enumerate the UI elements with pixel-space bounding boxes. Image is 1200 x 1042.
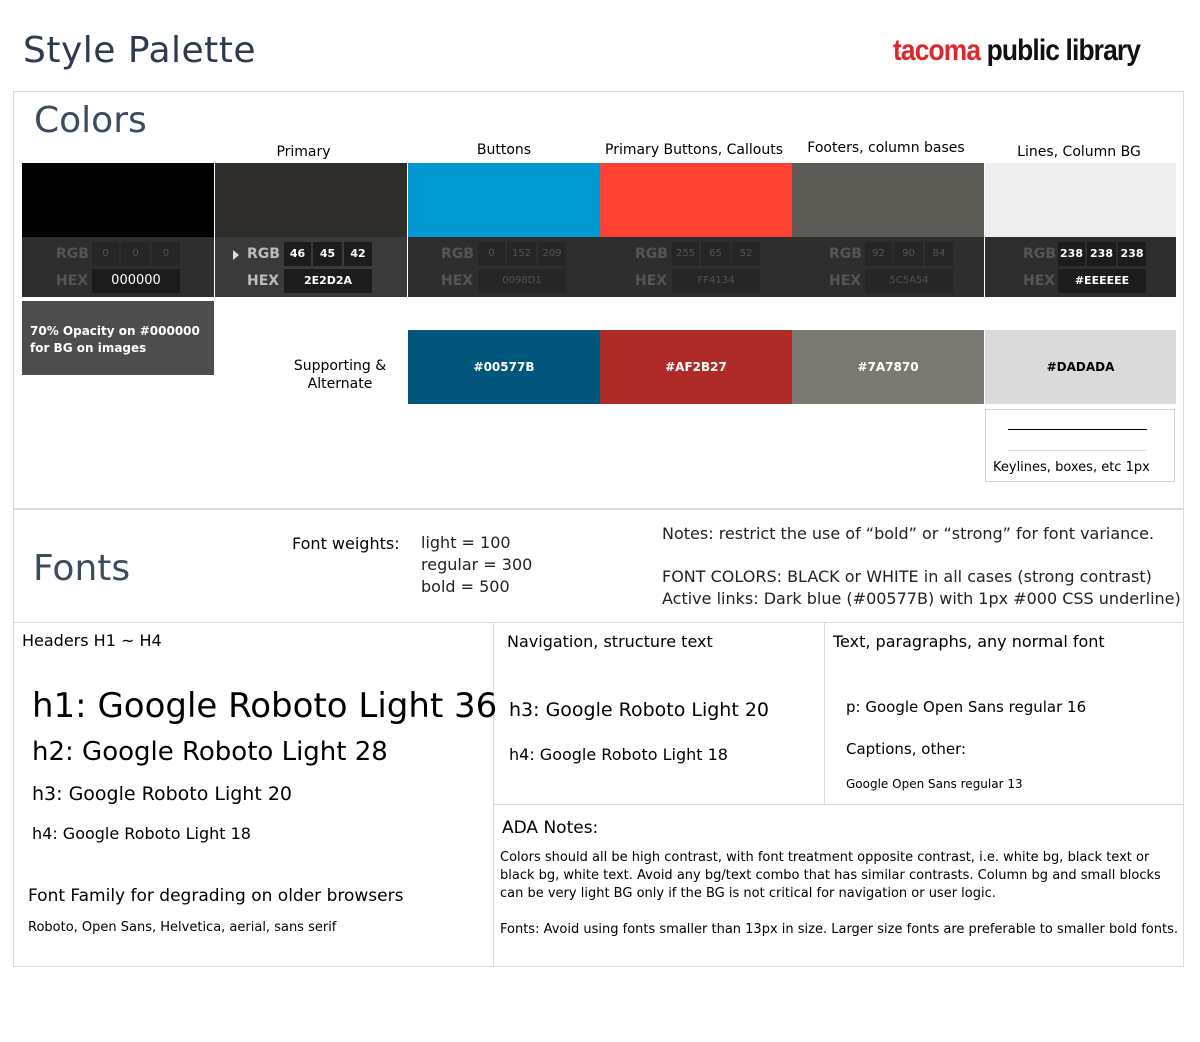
font-notes-colors: FONT COLORS: BLACK or WHITE in all cases (strong contrast) <box>662 567 1152 586</box>
hex-value: FF4134 <box>672 269 760 293</box>
supporting-label-line1: Supporting & <box>293 358 387 374</box>
ada-title: ADA Notes: <box>502 818 599 838</box>
sample-h1: h1: Google Roboto Light 36 <box>32 686 498 726</box>
color-label-buttons: Buttons <box>476 142 532 158</box>
nav-sample-h3: h3: Google Roboto Light 20 <box>509 699 770 721</box>
font-weight-bold: bold = 500 <box>421 577 510 596</box>
keyline-dark <box>1008 429 1147 430</box>
swatch-primary-buttons <box>600 163 792 237</box>
rgb-r: 0 <box>92 242 119 266</box>
rgb-g: 65 <box>701 242 730 266</box>
rgb-label: RGB <box>441 246 474 262</box>
rgb-b: 238 <box>1118 242 1146 266</box>
rgb-b: 0 <box>152 242 180 266</box>
hex-label: HEX <box>1023 273 1056 289</box>
sample-h4: h4: Google Roboto Light 18 <box>32 824 251 843</box>
keylines-label: Keylines, boxes, etc 1px <box>993 460 1150 475</box>
rgb-label: RGB <box>829 246 862 262</box>
supporting-label-line2: Alternate <box>307 376 373 392</box>
alt-swatch-warm-gray: #7A7870 <box>792 330 984 404</box>
font-notes-restrict: Notes: restrict the use of “bold” or “strong” for font variance. <box>662 524 1155 543</box>
font-notes-links: Active links: Dark blue (#00577B) with 1px #000 CSS underline) <box>662 589 1181 608</box>
hex-label: HEX <box>56 273 89 289</box>
rgb-g: 0 <box>121 242 150 266</box>
hex-label: HEX <box>829 273 862 289</box>
colors-title: Colors <box>34 100 147 141</box>
hex-label: HEX <box>441 273 474 289</box>
hex-value: 2E2D2A <box>284 269 372 293</box>
rgb-label: RGB <box>56 246 89 262</box>
rgb-g: 90 <box>894 242 923 266</box>
swatch-lines <box>985 163 1176 237</box>
color-values-footers <box>792 237 984 297</box>
hex-value: 000000 <box>92 269 180 293</box>
keylines-box <box>985 409 1175 482</box>
sample-h2: h2: Google Roboto Light 28 <box>32 737 388 767</box>
alt-swatch-dark-red: #AF2B27 <box>600 330 792 404</box>
font-family-title: Font Family for degrading on older browsers <box>28 886 404 906</box>
color-values-lines <box>985 237 1176 297</box>
color-label-primary-buttons: Primary Buttons, Callouts <box>605 142 783 158</box>
ada-fonts-note: Fonts: Avoid using fonts smaller than 13px in size. Larger size fonts are preferable to smaller bold fonts. <box>500 922 1178 937</box>
rgb-g: 45 <box>313 242 342 266</box>
opacity-note-line1: 70% Opacity on #000000 <box>30 324 200 338</box>
hex-label: HEX <box>635 273 668 289</box>
rgb-r: 255 <box>672 242 699 266</box>
page-title: Style Palette <box>23 30 257 71</box>
alt-swatch-light-gray: #DADADA <box>985 330 1176 404</box>
logo-word-tacoma: tacoma <box>893 34 981 67</box>
font-weight-regular: regular = 300 <box>421 555 533 574</box>
rgb-r: 92 <box>865 242 892 266</box>
expand-arrow-icon[interactable] <box>233 250 239 260</box>
logo-word-public-library: public library <box>986 34 1141 67</box>
color-values-buttons <box>408 237 600 297</box>
color-label-primary: Primary <box>276 144 331 160</box>
color-label-lines: Lines, Column BG <box>1017 144 1141 160</box>
color-values-primary-buttons <box>600 237 792 297</box>
rgb-g: 238 <box>1087 242 1116 266</box>
rgb-r: 238 <box>1058 242 1085 266</box>
sample-h3: h3: Google Roboto Light 20 <box>32 783 293 805</box>
paragraph-sample: p: Google Open Sans regular 16 <box>846 698 1087 716</box>
rgb-r: 0 <box>478 242 505 266</box>
rgb-label: RGB <box>247 246 280 262</box>
opacity-note-line2: for BG on images <box>30 341 147 355</box>
rgb-b: 209 <box>538 242 566 266</box>
hex-value: #EEEEEE <box>1058 269 1146 293</box>
swatch-footers <box>792 163 984 237</box>
opacity-note-box <box>22 301 214 375</box>
ada-colors-note: Colors should all be high contrast, with font treatment opposite contrast, i.e. white bg, black text or black bg, white text. Avoid any bg/text combo that has similar contrasts. Column bg and small blocks can be very light BG only if the BG is not critical for navigation or user logic. <box>500 850 1161 901</box>
rgb-b: 84 <box>925 242 953 266</box>
color-label-footers: Footers, column bases <box>807 140 965 156</box>
swatch-buttons <box>408 163 600 237</box>
rgb-b: 42 <box>344 242 372 266</box>
captions-label: Captions, other: <box>846 740 967 758</box>
color-values-primary <box>215 237 407 297</box>
rgb-label: RGB <box>1023 246 1056 262</box>
hex-value: 0098D1 <box>478 269 566 293</box>
rgb-label: RGB <box>635 246 668 262</box>
color-values-black <box>22 237 214 297</box>
library-logo <box>893 34 1140 68</box>
font-weights-label: Font weights: <box>292 534 400 553</box>
hex-value: 5C5A54 <box>865 269 953 293</box>
alt-swatch-dark-blue: #00577B <box>408 330 600 404</box>
rgb-b: 52 <box>732 242 760 266</box>
nav-sample-h4: h4: Google Roboto Light 18 <box>509 745 728 764</box>
hex-label: HEX <box>247 273 280 289</box>
paragraphs-title: Text, paragraphs, any normal font <box>833 632 1105 651</box>
rgb-g: 152 <box>507 242 536 266</box>
navigation-title: Navigation, structure text <box>507 632 713 651</box>
swatch-black <box>22 163 214 237</box>
swatch-primary <box>215 163 407 237</box>
fonts-title: Fonts <box>33 548 131 589</box>
font-family-list: Roboto, Open Sans, Helvetica, aerial, sans serif <box>28 920 337 935</box>
font-weight-light: light = 100 <box>421 533 511 552</box>
rgb-r: 46 <box>284 242 311 266</box>
headers-title: Headers H1 ~ H4 <box>22 631 162 650</box>
keyline-light <box>1008 450 1147 451</box>
caption-sample: Google Open Sans regular 13 <box>846 777 1023 791</box>
